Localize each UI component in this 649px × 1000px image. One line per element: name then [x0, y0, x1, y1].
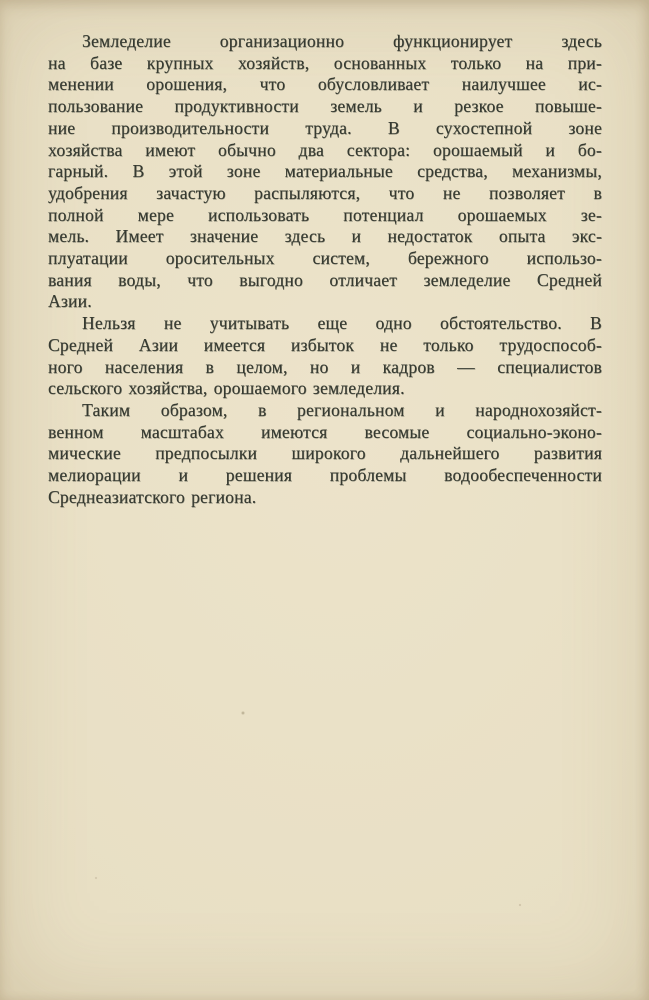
text-line: удобрения зачастую распыляются, что не позволяет в	[48, 182, 602, 203]
text-line: Среднеазиатского региона.	[48, 486, 257, 507]
text-line: венном масштабах имеются весомые социально-эконо-	[48, 421, 602, 442]
text-line: Таким образом, в региональном и народнохозяйст-	[82, 399, 602, 420]
text-line: Средней Азии имеется избыток не только трудоспособ-	[48, 334, 602, 355]
text-line: вания воды, что выгодно отличает земледелие Средней	[48, 269, 602, 290]
text-line: хозяйства имеют обычно два сектора: орошаемый и бо-	[48, 139, 602, 160]
text-line: Нельзя не учитывать еще одно обстоятельство. В	[82, 313, 602, 334]
page-text	[48, 31, 602, 508]
text-line: ние производительности труда. В сухостепной зоне	[48, 117, 602, 138]
text-line: пользование продуктивности земель и резкое повыше-	[48, 96, 602, 117]
text-line: гарный. В этой зоне материальные средства, механизмы,	[48, 161, 602, 182]
text-line: мелиорации и решения проблемы водообеспеченности	[48, 465, 602, 486]
paragraph	[48, 31, 602, 313]
text-line: Земледелие организационно функционирует здесь	[82, 31, 602, 51]
text-line: мические предпосылки широкого дальнейшего развития	[48, 443, 602, 464]
text-line: мель. Имеет значение здесь и недостаток опыта экс-	[48, 226, 602, 247]
text-line: менении орошения, что обусловливает наилучшее ис-	[48, 74, 602, 95]
text-line: Азии.	[48, 291, 92, 312]
text-line: плуатации оросительных систем, бережного использо-	[48, 248, 602, 269]
text-line: полной мере использовать потенциал орошаемых зе-	[48, 204, 602, 225]
text-line: на базе крупных хозяйств, основанных только на при-	[48, 52, 602, 73]
paragraph	[48, 313, 602, 400]
text-line: ного населения в целом, но и кадров — специалистов	[48, 356, 602, 377]
text-line: сельского хозяйства, орошаемого земледелия.	[48, 378, 405, 399]
paragraph	[48, 400, 602, 509]
